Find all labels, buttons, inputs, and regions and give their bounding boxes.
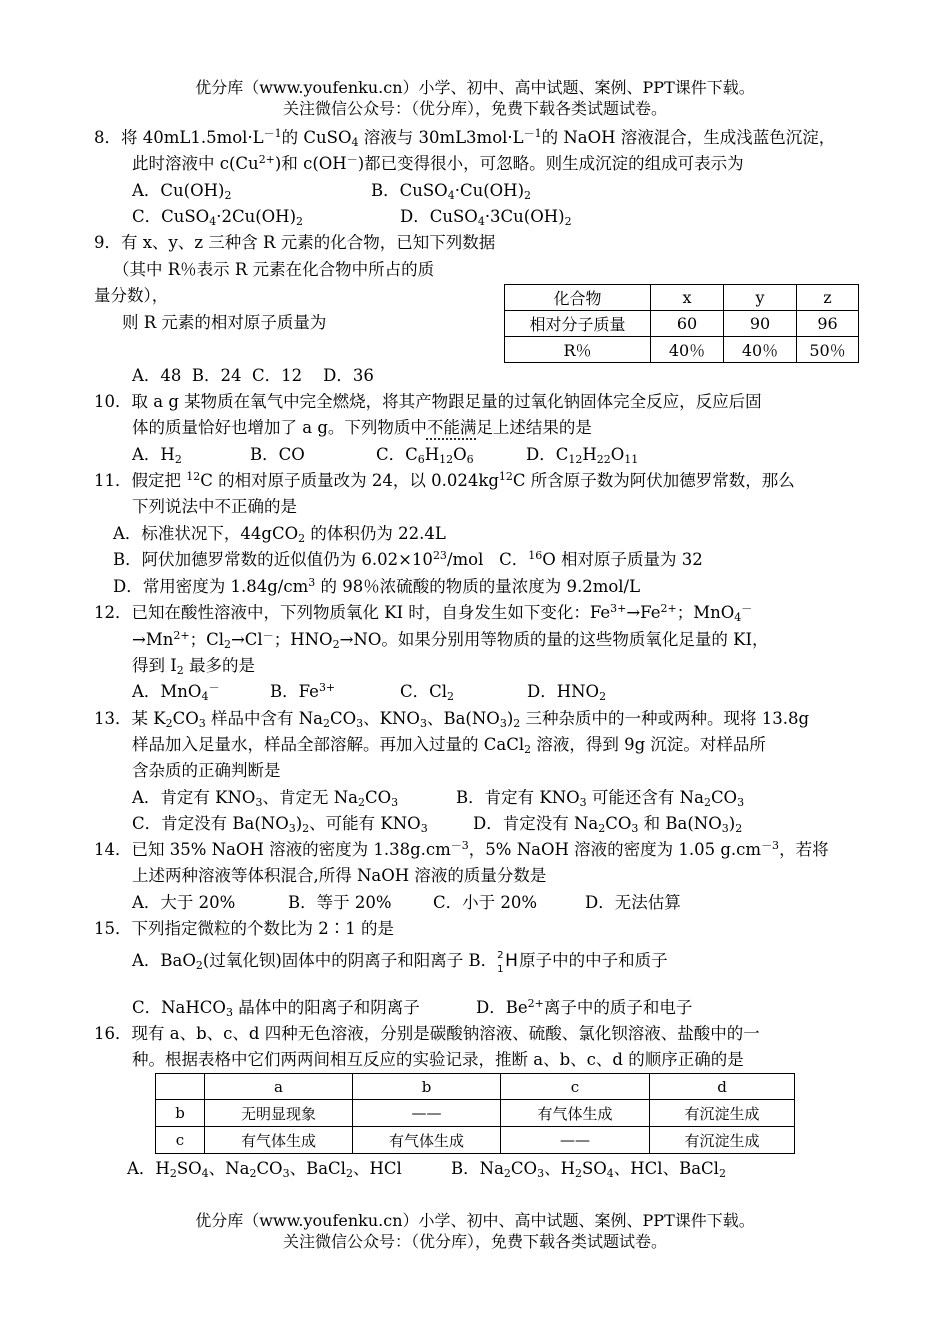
table-cell: a — [205, 1074, 353, 1100]
q16-reaction-table — [155, 1073, 795, 1154]
table-cell: b — [353, 1074, 501, 1100]
q16-stem-line-1: 16．现有 a、b、c、d 四种无色溶液，分别是碳酸钠溶液、硫酸、氯化钡溶液、盐酸中的一 — [94, 1024, 760, 1043]
q9-th-compound: 化合物 — [505, 285, 651, 311]
q9-stem-line-4: 则 R 元素的相对原子质量为 — [122, 313, 327, 332]
footer-line-2: 关注微信公众号：（优分库），免费下载各类试题试卷。 — [282, 1232, 667, 1251]
q15-option-d: D．$Be^{2+}$离子中的质子和电子 — [476, 997, 693, 1017]
table-cell: c — [156, 1127, 205, 1154]
emphasis-not: 不能满 — [426, 418, 477, 437]
q9-th-z: z — [797, 285, 859, 311]
table-cell: 90 — [724, 311, 797, 337]
q11-stem-line-2: 下列说法中不正确的是 — [132, 497, 297, 516]
q14-option-c: C．小于 20% — [433, 893, 538, 912]
q12-option-a: A．MnO$_4$－ — [132, 681, 220, 703]
q10-option-d: D．$C_{12}H_{22}O_{11}$ — [526, 445, 639, 466]
q15-option-c: C．NaHCO$_3$ 晶体中的阳离子和阴离子 — [132, 998, 420, 1019]
header-line-2: 关注微信公众号：（优分库），免费下载各类试题试卷。 — [282, 99, 667, 118]
table-cell: 40％ — [724, 337, 797, 363]
q9-stem-line-2: （其中 R％表示 R 元素在化合物中所占的质 — [113, 260, 435, 279]
q11-option-d: D．常用密度为 $1.84g/cm^3$ 的 98％浓硫酸的物质的量浓度为 9.2mol/L — [113, 576, 641, 596]
q10-option-c: C．$C_6H_{12}O_6$ — [376, 445, 474, 466]
table-cell: 有气体生成 — [353, 1127, 501, 1154]
q8-option-d: D．$CuSO_4\cdot 3Cu(OH)_2$ — [400, 207, 572, 228]
q16-option-b: B．$Na_2CO_3$、$H_2SO_4$、HCl、BaCl$_2$ — [451, 1159, 726, 1180]
q11-stem-line-1: 11．假定把 $^{12}$C 的相对原子质量改为 24，以 $0.024kg^{12}C$ 所含原子数为阿伏加德罗常数，那么 — [94, 470, 795, 490]
q13-option-c: C．肯定没有 $Ba(NO_3)_2$、可能有 $KNO_3$ — [132, 814, 428, 835]
q8-option-b: B．$CuSO_4\cdot Cu(OH)_2$ — [371, 181, 532, 202]
table-cell: 50％ — [797, 337, 859, 363]
q13-stem-line-3: 含杂质的正确判断是 — [132, 761, 281, 780]
page-header — [0, 77, 950, 119]
q9-th-y: y — [724, 285, 797, 311]
page-footer — [0, 1210, 950, 1252]
q14-stem-line-2: 上述两种溶液等体积混合,所得 NaOH 溶液的质量分数是 — [132, 866, 547, 885]
q12-stem-line-3: 得到 $I_2$ 最多的是 — [132, 656, 256, 677]
q13-option-b: B．肯定有 $KNO_3$ 可能还含有 $Na_2CO_3$ — [456, 788, 745, 809]
table-cell: 有气体生成 — [205, 1127, 353, 1154]
q9-stem-line-1: 9．有 x、y、z 三种含 R 元素的化合物，已知下列数据 — [94, 233, 496, 252]
q8-option-c: C．$CuSO_4\cdot 2Cu(OH)_2$ — [132, 207, 304, 228]
q14-option-b: B．等于 20% — [288, 893, 392, 912]
q14-option-d: D．无法估算 — [585, 893, 681, 912]
q10-stem-line-2: 体的质量恰好也增加了 a g。下列物质中不能满足上述结果的是 — [132, 418, 592, 437]
table-cell: 相对分子质量 — [505, 311, 651, 337]
q12-stem-line-1: 12．已知在酸性溶液中，下列物质氧化 KI 时，自身发生如下变化：$Fe^{3+}\to Fe^{2+}$；MnO$_4$－ — [94, 602, 753, 624]
q16-option-a: A．$H_2SO_4$、$Na_2CO_3$、BaCl$_2$、HCl — [127, 1159, 402, 1180]
table-row — [505, 337, 859, 363]
q14-option-a: A．大于 20% — [132, 893, 236, 912]
table-cell: —— — [501, 1127, 650, 1154]
q9-th-x: x — [651, 285, 724, 311]
q13-option-a: A．肯定有 $KNO_3$、肯定无 $Na_2CO_3$ — [132, 788, 399, 809]
q8-stem-line-2: 此时溶液中 $c(Cu^{2+})$和 c(OH－)都已变得很小，可忽略。则生成沉淀的组成可表示为 — [132, 153, 744, 173]
header-line-1: 优分库（www.youfenku.cn）小学、初中、高中试题、案例、PPT课件下载。 — [195, 78, 755, 97]
table-cell: 有沉淀生成 — [650, 1100, 795, 1127]
table-cell: —— — [353, 1100, 501, 1127]
table-cell: 有沉淀生成 — [650, 1127, 795, 1154]
q8-option-a: A．$Cu(OH)_2$ — [132, 181, 232, 202]
footer-line-1: 优分库（www.youfenku.cn）小学、初中、高中试题、案例、PPT课件下载。 — [195, 1211, 755, 1230]
deuterium-symbol: 2 1 H — [497, 950, 518, 975]
table-cell: 40％ — [651, 337, 724, 363]
table-row — [156, 1127, 795, 1154]
q9-options: A．48 B．24 C．12 D．36 — [132, 366, 374, 385]
q14-stem-line-1: 14．已知 35% NaOH 溶液的密度为 $1.38g.cm^{-3}$，5% NaOH 溶液的密度为 1.05 $g.cm^{-3}$，若将 — [94, 839, 829, 859]
q12-option-c: C．$Cl_2$ — [400, 682, 455, 703]
q10-option-a: A．$H_2$ — [132, 445, 182, 466]
q16-stem-line-2: 种。根据表格中它们两两间相互反应的实验记录，推断 a、b、c、d 的顺序正确的是 — [132, 1050, 744, 1069]
table-cell: 有气体生成 — [501, 1100, 650, 1127]
q13-stem-line-1: 13．某 $K_2CO_3$ 样品中含有 $Na_2CO_3$、$KNO_3$、$Ba(NO_3)_2$ 三种杂质中的一种或两种。现将 13.8g — [94, 709, 810, 730]
q16-table-header-row — [156, 1074, 795, 1100]
q8-stem-line-1: 8．将 $40mL1.5mol\cdot L^{-1}$的 CuSO$_4$ 溶液与 $30mL3mol\cdot L^{-1}$的 NaOH 溶液混合，生成浅蓝色沉淀， — [94, 127, 836, 149]
q11-option-a: A．标准状况下，44gCO$_2$ 的体积仍为 22.4L — [113, 524, 446, 545]
table-cell: d — [650, 1074, 795, 1100]
q10-stem-line-1: 10．取 a g 某物质在氧气中完全燃烧，将其产物跟足量的过氧化钠固体完全反应，反应后固 — [94, 392, 762, 411]
q12-option-b: B．$Fe^{3+}$ — [270, 681, 336, 701]
table-cell — [156, 1074, 205, 1100]
table-cell: R％ — [505, 337, 651, 363]
q12-stem-line-2: $\to Mn^{2+}$；$Cl_2\to Cl^-$；$HNO_2\to NO$。如果分别用等物质的量的这些物质氧化足量的 KI， — [132, 629, 769, 651]
table-cell: c — [501, 1074, 650, 1100]
q15-option-a-b: A．BaO$_2$(过氧化钡)固体中的阴离子和阳离子 B． 2 1 H 原子中的中子和质子 — [132, 946, 668, 973]
table-cell: b — [156, 1100, 205, 1127]
q13-option-d: D．肯定没有 $Na_2CO_3$ 和 $Ba(NO_3)_2$ — [473, 814, 743, 835]
q12-option-d: D．$HNO_2$ — [527, 682, 607, 703]
q11-option-b: B．阿伏加德罗常数的近似值仍为 $6.02\times 10^{23}$/mol C．$^{16}$O 相对原子质量为 32 — [113, 549, 703, 569]
q10-option-b: B．CO — [250, 445, 305, 464]
table-cell: 无明显现象 — [205, 1100, 353, 1127]
table-row — [156, 1100, 795, 1127]
table-cell: 60 — [651, 311, 724, 337]
q9-data-table — [504, 284, 859, 363]
q9-stem-line-3: 量分数）， — [94, 286, 169, 305]
q13-stem-line-2: 样品加入足量水，样品全部溶解。再加入过量的 CaCl$_2$ 溶液，得到 9g 沉淀。对样品所 — [132, 735, 766, 756]
q15-stem-line-1: 15．下列指定微粒的个数比为 2∶1 的是 — [94, 919, 394, 938]
table-cell: 96 — [797, 311, 859, 337]
table-row — [505, 311, 859, 337]
q9-table-header-row — [505, 285, 859, 311]
